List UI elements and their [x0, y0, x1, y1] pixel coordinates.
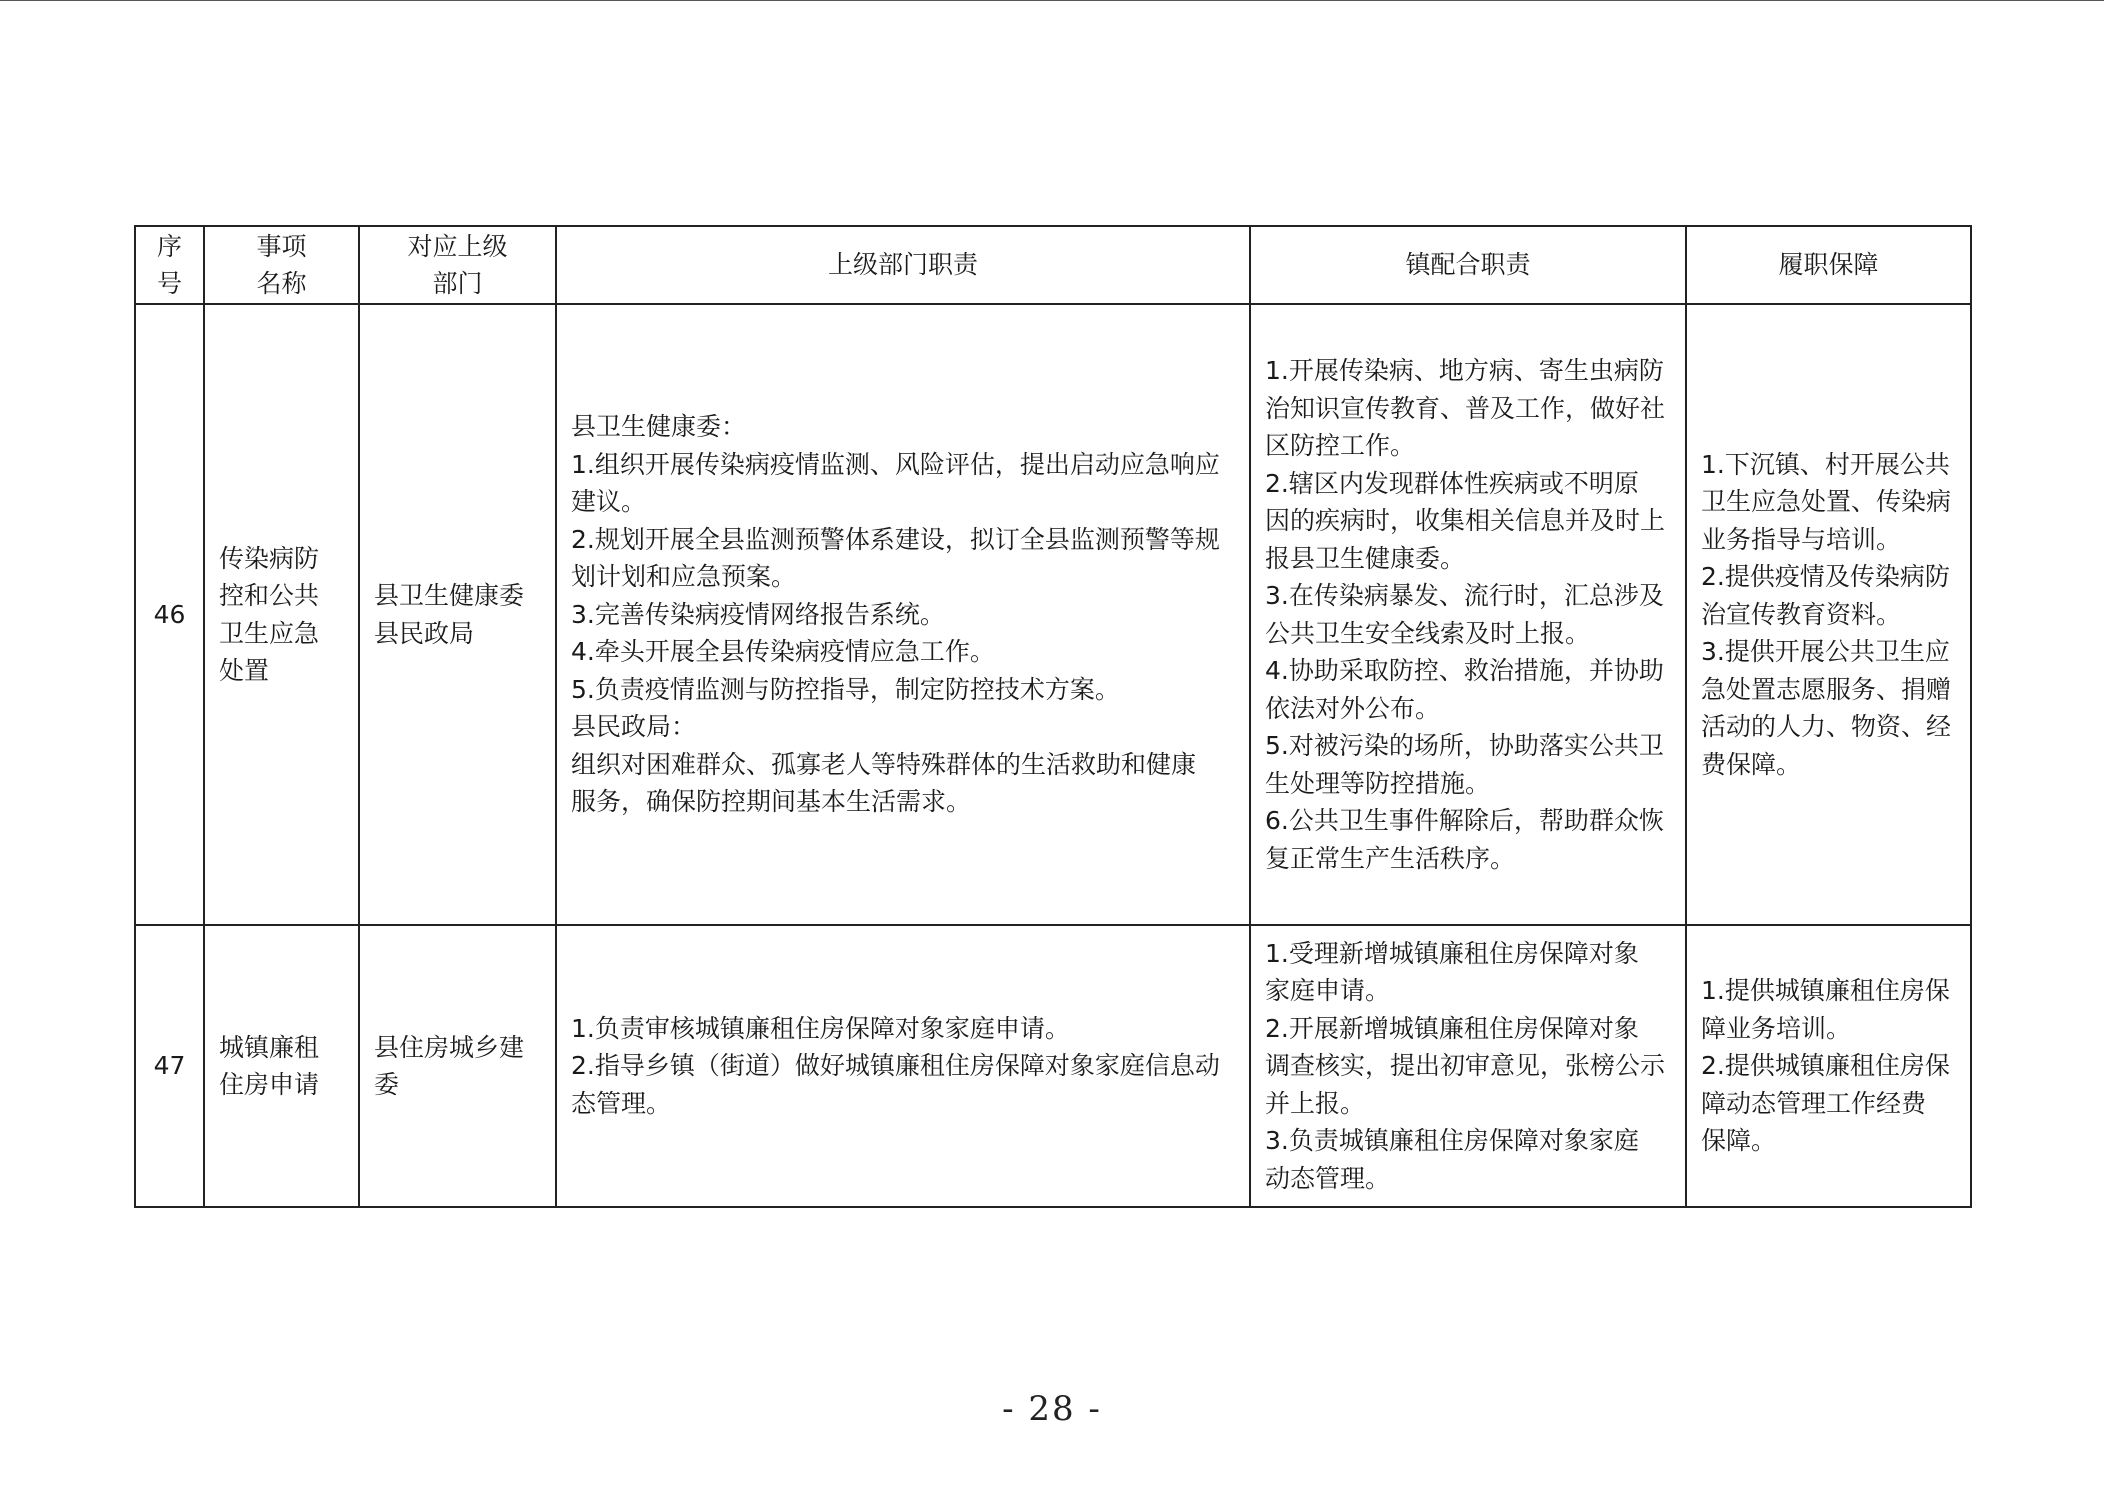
cell-text-line: 障业务培训。 [1701, 1013, 1852, 1043]
top-border-line [0, 0, 2104, 1]
cell-text-line: 卫生应急处置、传染病 [1701, 487, 1952, 517]
cell-text-line: 障动态管理工作经费 [1701, 1088, 1927, 1118]
cell-text-line: 控和公共 [219, 581, 320, 610]
cell-text-line: 保障。 [1701, 1126, 1777, 1156]
table-row [135, 925, 1971, 1207]
town-duties-cell [1250, 304, 1686, 925]
cell-text-line: 报县卫生健康委。 [1265, 543, 1466, 573]
cell-text-line: 3.完善传染病疫情网络报告系统。 [571, 599, 945, 629]
cell-text-line: 城镇廉租 [219, 1032, 320, 1062]
header-item-name: 事项 名称 [204, 226, 359, 304]
cell-text-line: 3.在传染病暴发、流行时，汇总涉及 [1265, 581, 1664, 610]
table-row [135, 304, 1971, 925]
cell-text-line: 因的疾病时，收集相关信息并及时上 [1265, 506, 1666, 535]
item-name-cell [204, 304, 359, 925]
cell-text-line: 3.负责城镇廉租住房保障对象家庭 [1265, 1126, 1639, 1156]
cell-text-line: 2.规划开展全县监测预警体系建设，拟订全县监测预警等规 [571, 524, 1220, 554]
cell-text-line: 住房申请 [219, 1070, 320, 1099]
cell-text-line: 1.受理新增城镇廉租住房保障对象 [1265, 938, 1639, 968]
cell-text-line: 1.下沉镇、村开展公共 [1701, 449, 1950, 479]
cell-text-line: 卫生应急 [219, 618, 320, 648]
cell-text-line: 活动的人力、物资、经 [1701, 712, 1952, 742]
cell-text-line: 家庭申请。 [1265, 976, 1391, 1006]
row-number: 47 [135, 925, 204, 1207]
upper-duties-cell [556, 925, 1250, 1207]
cell-text-line: 划计划和应急预案。 [571, 562, 797, 592]
item-name-cell [204, 925, 359, 1207]
cell-text-line: 县住房城乡建 [374, 1032, 525, 1062]
header-town-duties: 镇配合职责 [1250, 226, 1686, 304]
header-guarantee: 履职保障 [1686, 226, 1971, 304]
upper-dept-cell [359, 925, 556, 1207]
cell-text-line: 县民政局 [374, 618, 475, 648]
cell-text-line: 县卫生健康委 [374, 581, 525, 610]
cell-text-line: 生处理等防控措施。 [1265, 768, 1491, 798]
cell-text-line: 治知识宣传教育、普及工作，做好社 [1265, 393, 1666, 423]
cell-text-line: 5.负责疫情监测与防控指导，制定防控技术方案。 [571, 674, 1120, 704]
page-number: - 28 - [1002, 1389, 1102, 1429]
cell-text-line: 建议。 [571, 487, 647, 517]
header-row [135, 226, 1971, 304]
duty-table [134, 225, 1972, 1208]
cell-text-line: 处置 [219, 656, 270, 685]
cell-text-line: 急处置志愿服务、捐赠 [1701, 674, 1952, 704]
cell-text-line: 动态管理。 [1265, 1163, 1391, 1193]
guarantee-cell [1686, 304, 1971, 925]
row-number: 46 [135, 304, 204, 925]
cell-text-line: 费保障。 [1701, 749, 1802, 779]
cell-text-line: 治宣传教育资料。 [1701, 599, 1902, 629]
cell-text-line: 2.提供疫情及传染病防 [1701, 562, 1950, 592]
cell-text-line: 2.提供城镇廉租住房保 [1701, 1051, 1950, 1081]
cell-text-line: 区防控工作。 [1265, 431, 1416, 460]
cell-text-line: 2.开展新增城镇廉租住房保障对象 [1265, 1013, 1639, 1043]
cell-text-line: 4.协助采取防控、救治措施，并协助 [1265, 656, 1664, 685]
header-upper-duties: 上级部门职责 [556, 226, 1250, 304]
cell-text-line: 公共卫生安全线索及时上报。 [1265, 618, 1591, 648]
upper-duties-cell [556, 304, 1250, 925]
cell-text-line: 业务指导与培训。 [1701, 524, 1902, 554]
cell-text-line: 复正常生产生活秩序。 [1265, 843, 1516, 873]
cell-text-line: 1.组织开展传染病疫情监测、风险评估，提出启动应急响应 [571, 449, 1220, 479]
cell-text-line: 传染病防 [219, 543, 320, 573]
cell-text-line: 3.提供开展公共卫生应 [1701, 637, 1950, 667]
cell-text-line: 县民政局： [571, 712, 697, 742]
town-duties-cell [1250, 925, 1686, 1207]
cell-text-line: 委 [374, 1070, 400, 1099]
cell-text-line: 服务，确保防控期间基本生活需求。 [571, 787, 972, 817]
cell-text-line: 态管理。 [571, 1088, 672, 1118]
cell-text-line: 1.开展传染病、地方病、寄生虫病防 [1265, 356, 1664, 385]
cell-text-line: 6.公共卫生事件解除后，帮助群众恢 [1265, 806, 1664, 835]
cell-text-line: 1.负责审核城镇廉租住房保障对象家庭申请。 [571, 1013, 1070, 1043]
header-number: 序 号 [135, 226, 204, 304]
guarantee-cell [1686, 925, 1971, 1207]
cell-text-line: 并上报。 [1265, 1088, 1366, 1118]
cell-text-line: 依法对外公布。 [1265, 693, 1441, 723]
cell-text-line: 调查核实，提出初审意见，张榜公示 [1265, 1051, 1666, 1081]
cell-text-line: 组织对困难群众、孤寡老人等特殊群体的生活救助和健康 [571, 749, 1197, 779]
cell-text-line: 5.对被污染的场所，协助落实公共卫 [1265, 731, 1664, 760]
upper-dept-cell [359, 304, 556, 925]
cell-text-line: 1.提供城镇廉租住房保 [1701, 976, 1950, 1006]
cell-text-line: 2.指导乡镇（街道）做好城镇廉租住房保障对象家庭信息动 [571, 1051, 1220, 1081]
cell-text-line: 县卫生健康委： [571, 412, 747, 442]
header-upper-dept: 对应上级 部门 [359, 226, 556, 304]
cell-text-line: 2.辖区内发现群体性疾病或不明原 [1265, 468, 1639, 498]
cell-text-line: 4.牵头开展全县传染病疫情应急工作。 [571, 637, 995, 667]
